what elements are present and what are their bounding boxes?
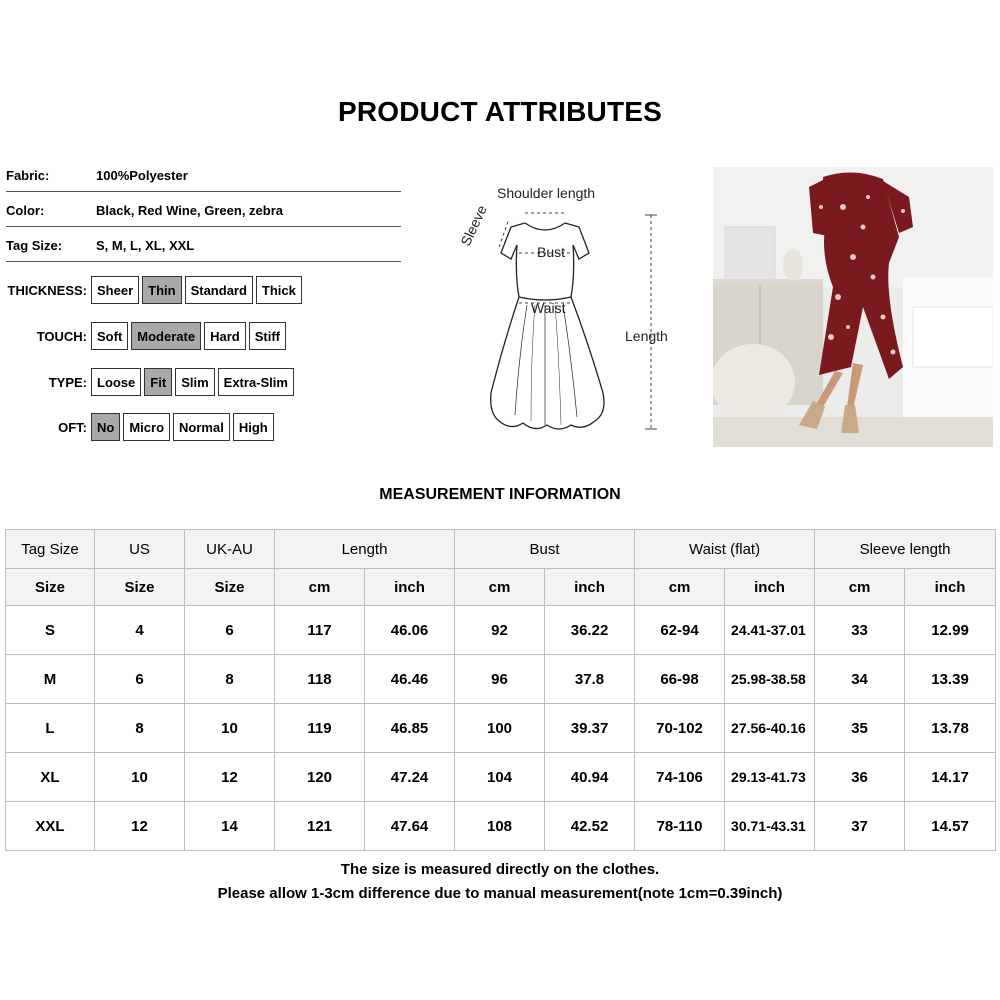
- option-row-touch: [0, 321, 286, 351]
- header-cell: Length: [275, 530, 455, 569]
- measurement-table: [5, 529, 996, 851]
- table-cell: 10: [185, 704, 275, 753]
- table-cell: 78-110: [635, 802, 725, 851]
- option-stiff[interactable]: Stiff: [249, 322, 286, 350]
- diagram-label-bust: Bust: [537, 244, 566, 260]
- table-cell: 8: [185, 655, 275, 704]
- table-cell: 104: [455, 753, 545, 802]
- table-cell: 40.94: [545, 753, 635, 802]
- table-cell: 35: [815, 704, 905, 753]
- option-high[interactable]: High: [233, 413, 274, 441]
- attr-color: [6, 193, 401, 227]
- header-cell: UK-AU: [185, 530, 275, 569]
- table-cell: S: [6, 606, 95, 655]
- table-cell: 121: [275, 802, 365, 851]
- table-cell: 12: [95, 802, 185, 851]
- option-fit[interactable]: Fit: [144, 368, 172, 396]
- option-label: THICKNESS:: [7, 282, 87, 298]
- option-row-type: [0, 367, 294, 397]
- option-label: TYPE:: [48, 374, 87, 390]
- page-title: PRODUCT ATTRIBUTES: [337, 96, 663, 127]
- table-cell: 62-94: [635, 606, 725, 655]
- option-label: OFT:: [58, 419, 87, 435]
- diagram-label-sleeve: Sleeve: [457, 202, 490, 249]
- table-cell: 6: [95, 655, 185, 704]
- option-extra-slim[interactable]: Extra-Slim: [218, 368, 294, 396]
- table-cell: 118: [275, 655, 365, 704]
- table-cell: 4: [95, 606, 185, 655]
- divider: [6, 191, 401, 192]
- subheader-cell: inch: [365, 569, 455, 606]
- table-cell: M: [6, 655, 95, 704]
- table-cell: 42.52: [545, 802, 635, 851]
- table-cell: 70-102: [635, 704, 725, 753]
- table-cell: 39.37: [545, 704, 635, 753]
- diagram-label-length: Length: [625, 328, 668, 344]
- table-cell: 36.22: [545, 606, 635, 655]
- subheader-cell: Size: [185, 569, 275, 606]
- option-moderate[interactable]: Moderate: [131, 322, 201, 350]
- note-difference: Please allow 1-3cm difference due to manual measurement(note 1cm=0.39inch): [217, 885, 783, 902]
- attr-value: 100%Polyester: [96, 167, 188, 183]
- table-cell: 37: [815, 802, 905, 851]
- table-cell: 14.17: [905, 753, 996, 802]
- table-cell: XL: [6, 753, 95, 802]
- table-cell: 13.39: [905, 655, 996, 704]
- table-cell: 92: [455, 606, 545, 655]
- subheader-cell: inch: [725, 569, 815, 606]
- divider: [6, 261, 401, 262]
- subheader-cell: inch: [545, 569, 635, 606]
- table-cell: 25.98-38.58: [725, 655, 815, 704]
- table-cell: 120: [275, 753, 365, 802]
- note-measured: The size is measured directly on the clothes.: [340, 861, 660, 878]
- table-cell: 29.13-41.73: [725, 753, 815, 802]
- subheader-cell: inch: [905, 569, 996, 606]
- table-cell: 33: [815, 606, 905, 655]
- table-cell: 117: [275, 606, 365, 655]
- table-cell: 47.24: [365, 753, 455, 802]
- option-slim[interactable]: Slim: [175, 368, 214, 396]
- attr-label: Tag Size:: [6, 237, 63, 253]
- model-photo: [713, 167, 993, 447]
- attr-label: Fabric:: [6, 167, 50, 183]
- attr-value: Black, Red Wine, Green, zebra: [96, 202, 284, 218]
- table-cell: 24.41-37.01: [725, 606, 815, 655]
- option-loose[interactable]: Loose: [91, 368, 141, 396]
- option-soft[interactable]: Soft: [91, 322, 128, 350]
- table-cell: 10: [95, 753, 185, 802]
- dress-measurement-diagram: [455, 175, 690, 440]
- table-cell: 46.06: [365, 606, 455, 655]
- diagram-label-shoulder: Shoulder length: [497, 185, 596, 201]
- header-cell: US: [95, 530, 185, 569]
- table-row: [6, 606, 996, 655]
- table-cell: 8: [95, 704, 185, 753]
- diagram-label-waist: Waist: [531, 300, 566, 316]
- option-thin[interactable]: Thin: [142, 276, 181, 304]
- option-row-oft: [0, 412, 274, 442]
- attr-label: Color:: [6, 202, 45, 218]
- option-thick[interactable]: Thick: [256, 276, 302, 304]
- table-row: [6, 802, 996, 851]
- table-cell: 47.64: [365, 802, 455, 851]
- table-cell: 96: [455, 655, 545, 704]
- table-cell: 119: [275, 704, 365, 753]
- subheader-cell: Size: [6, 569, 95, 606]
- subheader-cell: Size: [95, 569, 185, 606]
- option-row-thickness: [0, 275, 302, 305]
- table-cell: 37.8: [545, 655, 635, 704]
- table-cell: 12: [185, 753, 275, 802]
- option-micro[interactable]: Micro: [123, 413, 170, 441]
- header-cell: Sleeve length: [815, 530, 996, 569]
- measurement-title: MEASUREMENT INFORMATION: [379, 486, 621, 503]
- divider: [6, 226, 401, 227]
- option-label: TOUCH:: [36, 328, 87, 344]
- table-cell: 30.71-43.31: [725, 802, 815, 851]
- attr-fabric: [6, 158, 401, 192]
- option-normal[interactable]: Normal: [173, 413, 230, 441]
- option-standard[interactable]: Standard: [185, 276, 253, 304]
- table-row: [6, 753, 996, 802]
- header-cell: Tag Size: [6, 530, 95, 569]
- table-cell: 36: [815, 753, 905, 802]
- subheader-cell: cm: [815, 569, 905, 606]
- option-sheer[interactable]: Sheer: [91, 276, 139, 304]
- table-cell: 46.46: [365, 655, 455, 704]
- table-row: [6, 655, 996, 704]
- table-cell: 74-106: [635, 753, 725, 802]
- table-cell: XXL: [6, 802, 95, 851]
- table-header-row: [6, 530, 996, 569]
- table-cell: 66-98: [635, 655, 725, 704]
- table-row: [6, 704, 996, 753]
- table-cell: 108: [455, 802, 545, 851]
- header-cell: Bust: [455, 530, 635, 569]
- table-cell: 46.85: [365, 704, 455, 753]
- attr-tag-size: [6, 228, 401, 262]
- option-no[interactable]: No: [91, 413, 120, 441]
- table-cell: 13.78: [905, 704, 996, 753]
- attr-value: S, M, L, XL, XXL: [96, 237, 195, 253]
- table-cell: 12.99: [905, 606, 996, 655]
- table-cell: 6: [185, 606, 275, 655]
- table-cell: 27.56-40.16: [725, 704, 815, 753]
- table-cell: 100: [455, 704, 545, 753]
- option-hard[interactable]: Hard: [204, 322, 246, 350]
- table-cell: 14.57: [905, 802, 996, 851]
- table-subheader-row: [6, 569, 996, 606]
- table-cell: 34: [815, 655, 905, 704]
- subheader-cell: cm: [635, 569, 725, 606]
- table-cell: 14: [185, 802, 275, 851]
- header-cell: Waist (flat): [635, 530, 815, 569]
- table-cell: L: [6, 704, 95, 753]
- subheader-cell: cm: [455, 569, 545, 606]
- subheader-cell: cm: [275, 569, 365, 606]
